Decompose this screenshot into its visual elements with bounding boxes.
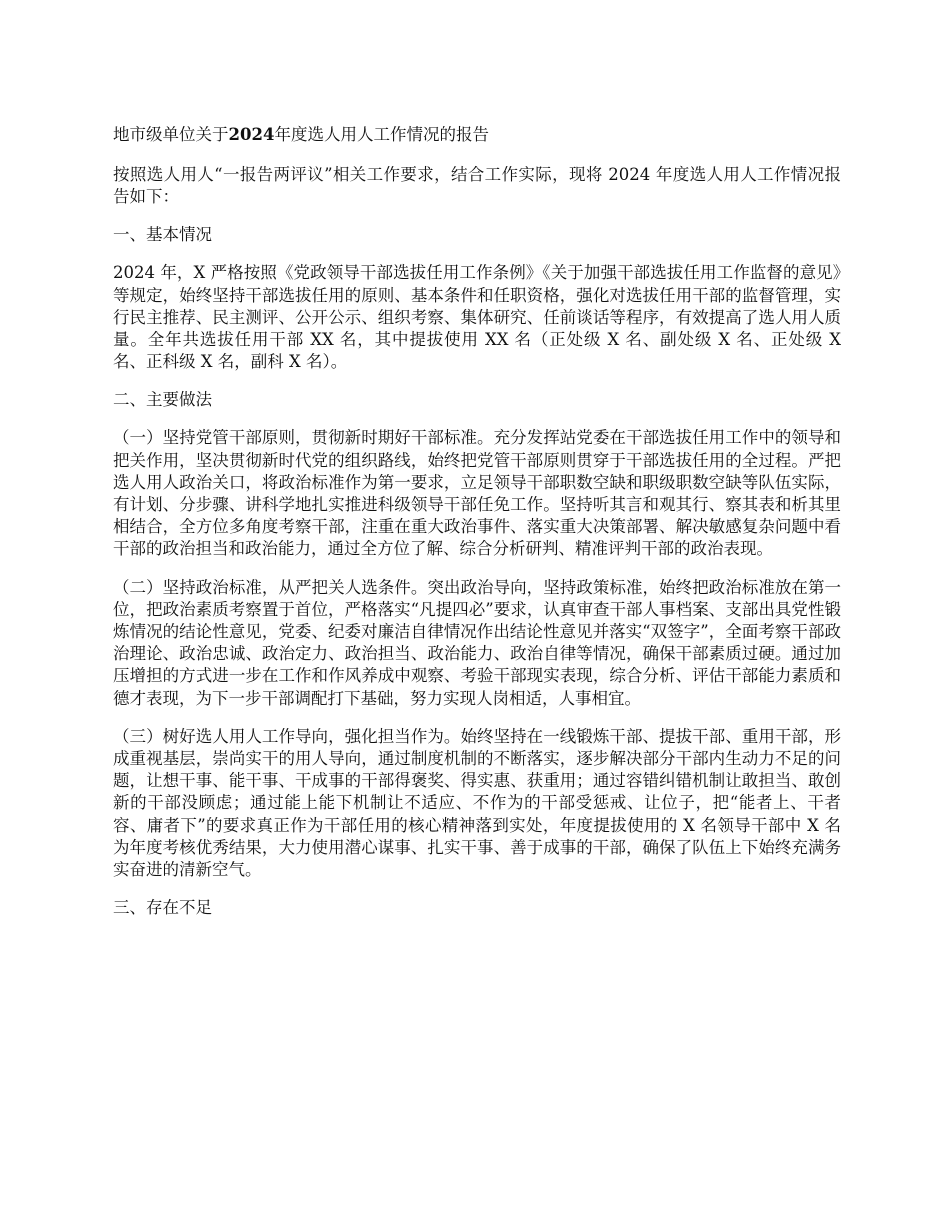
document-title [113,124,841,146]
section-heading-shortcomings: 三、存在不足 [113,898,212,918]
practice-paragraph-2: （二）坚持政治标准，从严把关人选条件。突出政治导向，坚持政策标准，始终把政治标准放在第一位，把政治素质考察置于首位，严格落实“凡提四必”要求，认真审查干部人事档案、支部出具党性锻炼情况的结论性意见，党委、纪委对廉洁自律情况作出结论性意见并落实“双签字”，全面考察干部政治理论、政治忠诚、政治定力、政治担当、政治能力、政治自律等情况，确保干部素质过硬。通过加压增担的方式进一步在工作和作风养成中观察、考验干部现实表现，综合分析、评估干部能力素质和德才表现，为下一步干部调配打下基础，努力实现人岗相适，人事相宜。 [113,577,841,708]
document-page [113,124,841,935]
practice-paragraph-3: （三）树好选人用人工作导向，强化担当作为。始终坚持在一线锻炼干部、提拔干部、重用干部，形成重视基层，崇尚实干的用人导向，通过制度机制的不断落实，逐步解决部分干部内生动力不足的问题，让想干事、能干事、干成事的干部得褒奖、得实惠、获重用；通过容错纠错机制让敢担当、敢创新的干部没顾虑；通过能上能下机制让不适应、不作为的干部受惩戒、让位子，把“能者上、干者容、庸者下”的要求真正作为干部任用的核心精神落到实处，年度提拔使用的 X 名领导干部中 X 名为年度考核优秀结果，大力使用潜心谋事、扎实干事、善于成事的干部，确保了队伍上下始终充满务实奋进的清新空气。 [113,726,841,880]
section-heading-main-practices: 二、主要做法 [113,390,212,410]
title-year: 2024 [228,125,275,144]
section-heading-basic-situation: 一、基本情况 [113,225,212,245]
intro-paragraph: 按照选人用人“一报告两评议”相关工作要求，结合工作实际，现将 2024 年度选人用人工作情况报告如下： [113,165,841,207]
title-text-suffix: 年度选人用人工作情况的报告 [274,125,489,144]
practice-paragraph-1: （一）坚持党管干部原则，贯彻新时期好干部标准。充分发挥站党委在干部选拔任用工作中的领导和把关作用，坚决贯彻新时代党的组织路线，始终把党管干部原则贯穿于干部选拔任用的全过程。严把选人用人政治关口，将政治标准作为第一要求，立足领导干部职数空缺和职级职数空缺等队伍实际，有计划、分步骤、讲科学地扎实推进科级领导干部任免工作。坚持听其言和观其行、察其表和析其里相结合，全方位多角度考察干部，注重在重大政治事件、落实重大决策部署、解决敏感复杂问题中看干部的政治担当和政治能力，通过全方位了解、综合分析研判、精准评判干部的政治表现。 [113,428,841,559]
basic-situation-paragraph: 2024 年，X 严格按照《党政领导干部选拔任用工作条例》《关于加强干部选拔任用工作监督的意见》等规定，始终坚持干部选拔任用的原则、基本条件和任职资格，强化对选拔任用干部的监督管理，实行民主推荐、民主测评、公开公示、组织考察、集体研究、任前谈话等程序，有效提高了选人用人质量。全年共选拔任用干部 XX 名，其中提拔使用 XX 名（正处级 X 名、副处级 X 名、正处级 X 名、正科级 X 名，副科 X 名）。 [113,263,841,372]
title-text-prefix: 地市级单位关于 [113,125,229,144]
